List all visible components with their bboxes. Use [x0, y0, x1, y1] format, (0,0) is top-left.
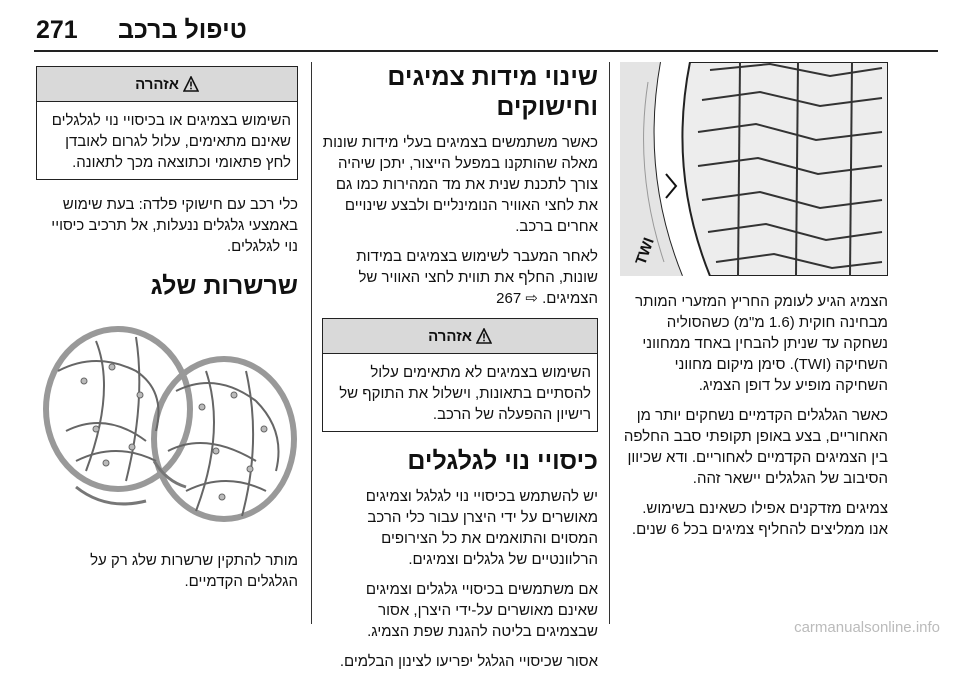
front-wear-text: כאשר הגלגלים הקדמיים נשחקים יותר מן האחוריים, בצע באופן תקופתי סבב החלפה בין הצמיגים הקדמיים לאחוריים. ודא שכיוון הסיבוב של הגלגלים יישאר זהה.	[623, 407, 888, 487]
column-right	[620, 62, 888, 549]
running-title: טיפול ברכב	[118, 16, 247, 44]
tread-indicator-text: הצמיג הגיע לעומק החריץ המזערי המותר מבחינה חוקית (1.6 מ"מ) כשהסוליה נשחקה עד שניתן להבחין באחד ממחווני השחיקה (TWI). סימן מיקום מחווני השחיקה מופיע על דופן הצמיג.	[635, 293, 888, 394]
tire-size-paragraph-1: כאשר משתמשים בצמיגים בעלי מידות שונות מאלה שהותקנו במפעל הייצור, יתכן שיהיה צורך לתכנת שנית את מד המהירות כמו גם את לחצי האוויר הנומינליים ולבצע שינויים אחרים ברכב.	[322, 134, 598, 235]
warning-text: השימוש בצמיגים לא מתאימים עלול להסתיים בתאונות, וישלול את התוקף של רישיון ההפעלה של הרכב.	[339, 364, 591, 423]
wheel-covers-paragraph-1: יש להשתמש בכיסויי נוי לגלגל וצמיגים מאושרים על ידי היצרן עבור כלי הרכב המסוים והתואמים את כל הצירופים הרלוונטיים של גלגלים וצמיגים.	[365, 488, 598, 568]
tire-size-paragraph-2-text: לאחר המעבר לשימוש בצמיגים במידות שונות, החלף את תווית לחצי האוויר של הצמיגים.	[356, 248, 598, 307]
page-header	[0, 0, 960, 52]
snow-chains-text: מותר להתקין שרשרות שלג רק על הגלגלים הקדמיים.	[90, 552, 298, 590]
warning-label: אזהרה	[428, 327, 472, 345]
column-left	[36, 62, 298, 601]
steel-rim-text: כלי רכב עם חישוקי פלדה: בעת שימוש באמצעי גלגלים ננעלות, אל תרכיב כיסויי נוי לגלגלים.	[51, 196, 298, 255]
tire-size-paragraph-2	[322, 246, 598, 309]
warning-box-wheel-covers	[36, 66, 298, 180]
column-divider-right	[609, 62, 610, 624]
snow-chains-illustration	[36, 311, 298, 533]
warning-header	[37, 67, 297, 102]
wheel-covers-paragraph-3: אסור שכיסויי הגלגל יפריעו לצינון הבלמים.	[339, 653, 598, 670]
page-ref-number[interactable]: 267	[496, 290, 522, 307]
column-divider-left	[311, 62, 312, 624]
warning-header	[323, 319, 597, 354]
tire-aging-text: צמיגים מזדקנים אפילו כשאינם בשימוש. אנו ממליצים להחליף צמיגים בכל 6 שנים.	[631, 500, 888, 538]
tire-tread-illustration	[620, 62, 888, 276]
watermark: carmanualsonline.info	[794, 619, 940, 636]
section-title-wheel-covers: כיסויי נוי לגלגלים	[407, 447, 598, 475]
warning-box-tire-size	[322, 318, 598, 432]
header-rule	[34, 50, 938, 52]
section-title-tire-size: שינוי מידות צמיגים וחישוקים	[387, 63, 598, 121]
wheel-covers-paragraph-2: אם משתמשים בכיסויי גלגלים וצמיגים שאינם מאושרים על-ידי היצרן, אסור שבצמיגים בליטה להגנת שפת הצמיג.	[365, 581, 598, 640]
twi-mark: TWI	[632, 235, 658, 268]
warning-label: אזהרה	[135, 75, 179, 93]
section-title-snow-chains: שרשרות שלג	[150, 272, 298, 300]
warning-triangle-icon	[183, 76, 199, 92]
page-number: 271	[36, 16, 78, 44]
column-middle	[322, 62, 598, 681]
page-ref-arrow-icon: ⇨	[525, 290, 538, 307]
warning-triangle-icon	[476, 328, 492, 344]
warning-text: השימוש בצמיגים או בכיסויי נוי לגלגלים שאינם מתאימים, עלול לגרום לאובדן לחץ פתאומי וכתוצאה מכך לתאונה.	[51, 112, 291, 171]
